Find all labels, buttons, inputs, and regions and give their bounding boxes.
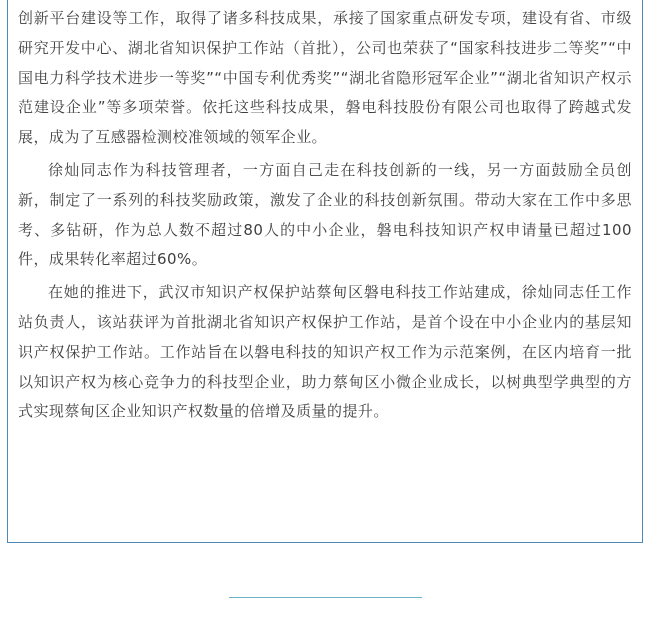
section-divider <box>229 597 422 598</box>
paragraph-3: 在她的推进下，武汉市知识产权保护站蔡甸区磐电科技工作站建成，徐灿同志任工作站负责人，该站获评为首批湖北省知识产权保护工作站，是首个设在中小企业内的基层知识产权保护工作站。工作站旨在以磐电科技的知识产权工作为示范案例，在区内培育一批以知识产权为核心竞争力的科技型企业，助力蔡甸区小微企业成长，以树典型学典型的方式实现蔡甸区企业知识产权数量的倍增及质量的提升。 <box>18 283 632 421</box>
paragraph-2: 徐灿同志作为科技管理者，一方面自己走在科技创新的一线，另一方面鼓励全员创新，制定了一系列的科技奖励政策，激发了企业的科技创新氛围。带动大家在工作中多思考、多钻研，作为总人数不超过80人的中小企业，磐电科技知识产权申请量已超过100件，成果转化率超过60%。 <box>18 160 632 269</box>
paragraph-1: 创新平台建设等工作，取得了诸多科技成果，承接了国家重点研发专项，建设有省、市级研究开发中心、湖北省知识保护工作站（首批），公司也荣获了“国家科技进步二等奖”“中国电力科学技术进步一等奖”“中国专利优秀奖”“湖北省隐形冠军企业”“湖北省知识产权示范建设企业”等多项荣誉。依托这些科技成果，磐电科技股份有限公司也取得了跨越式发展，成为了互感器检测校准领域的领军企业。 <box>18 9 632 147</box>
article-card <box>7 0 643 543</box>
article-body <box>18 4 632 430</box>
